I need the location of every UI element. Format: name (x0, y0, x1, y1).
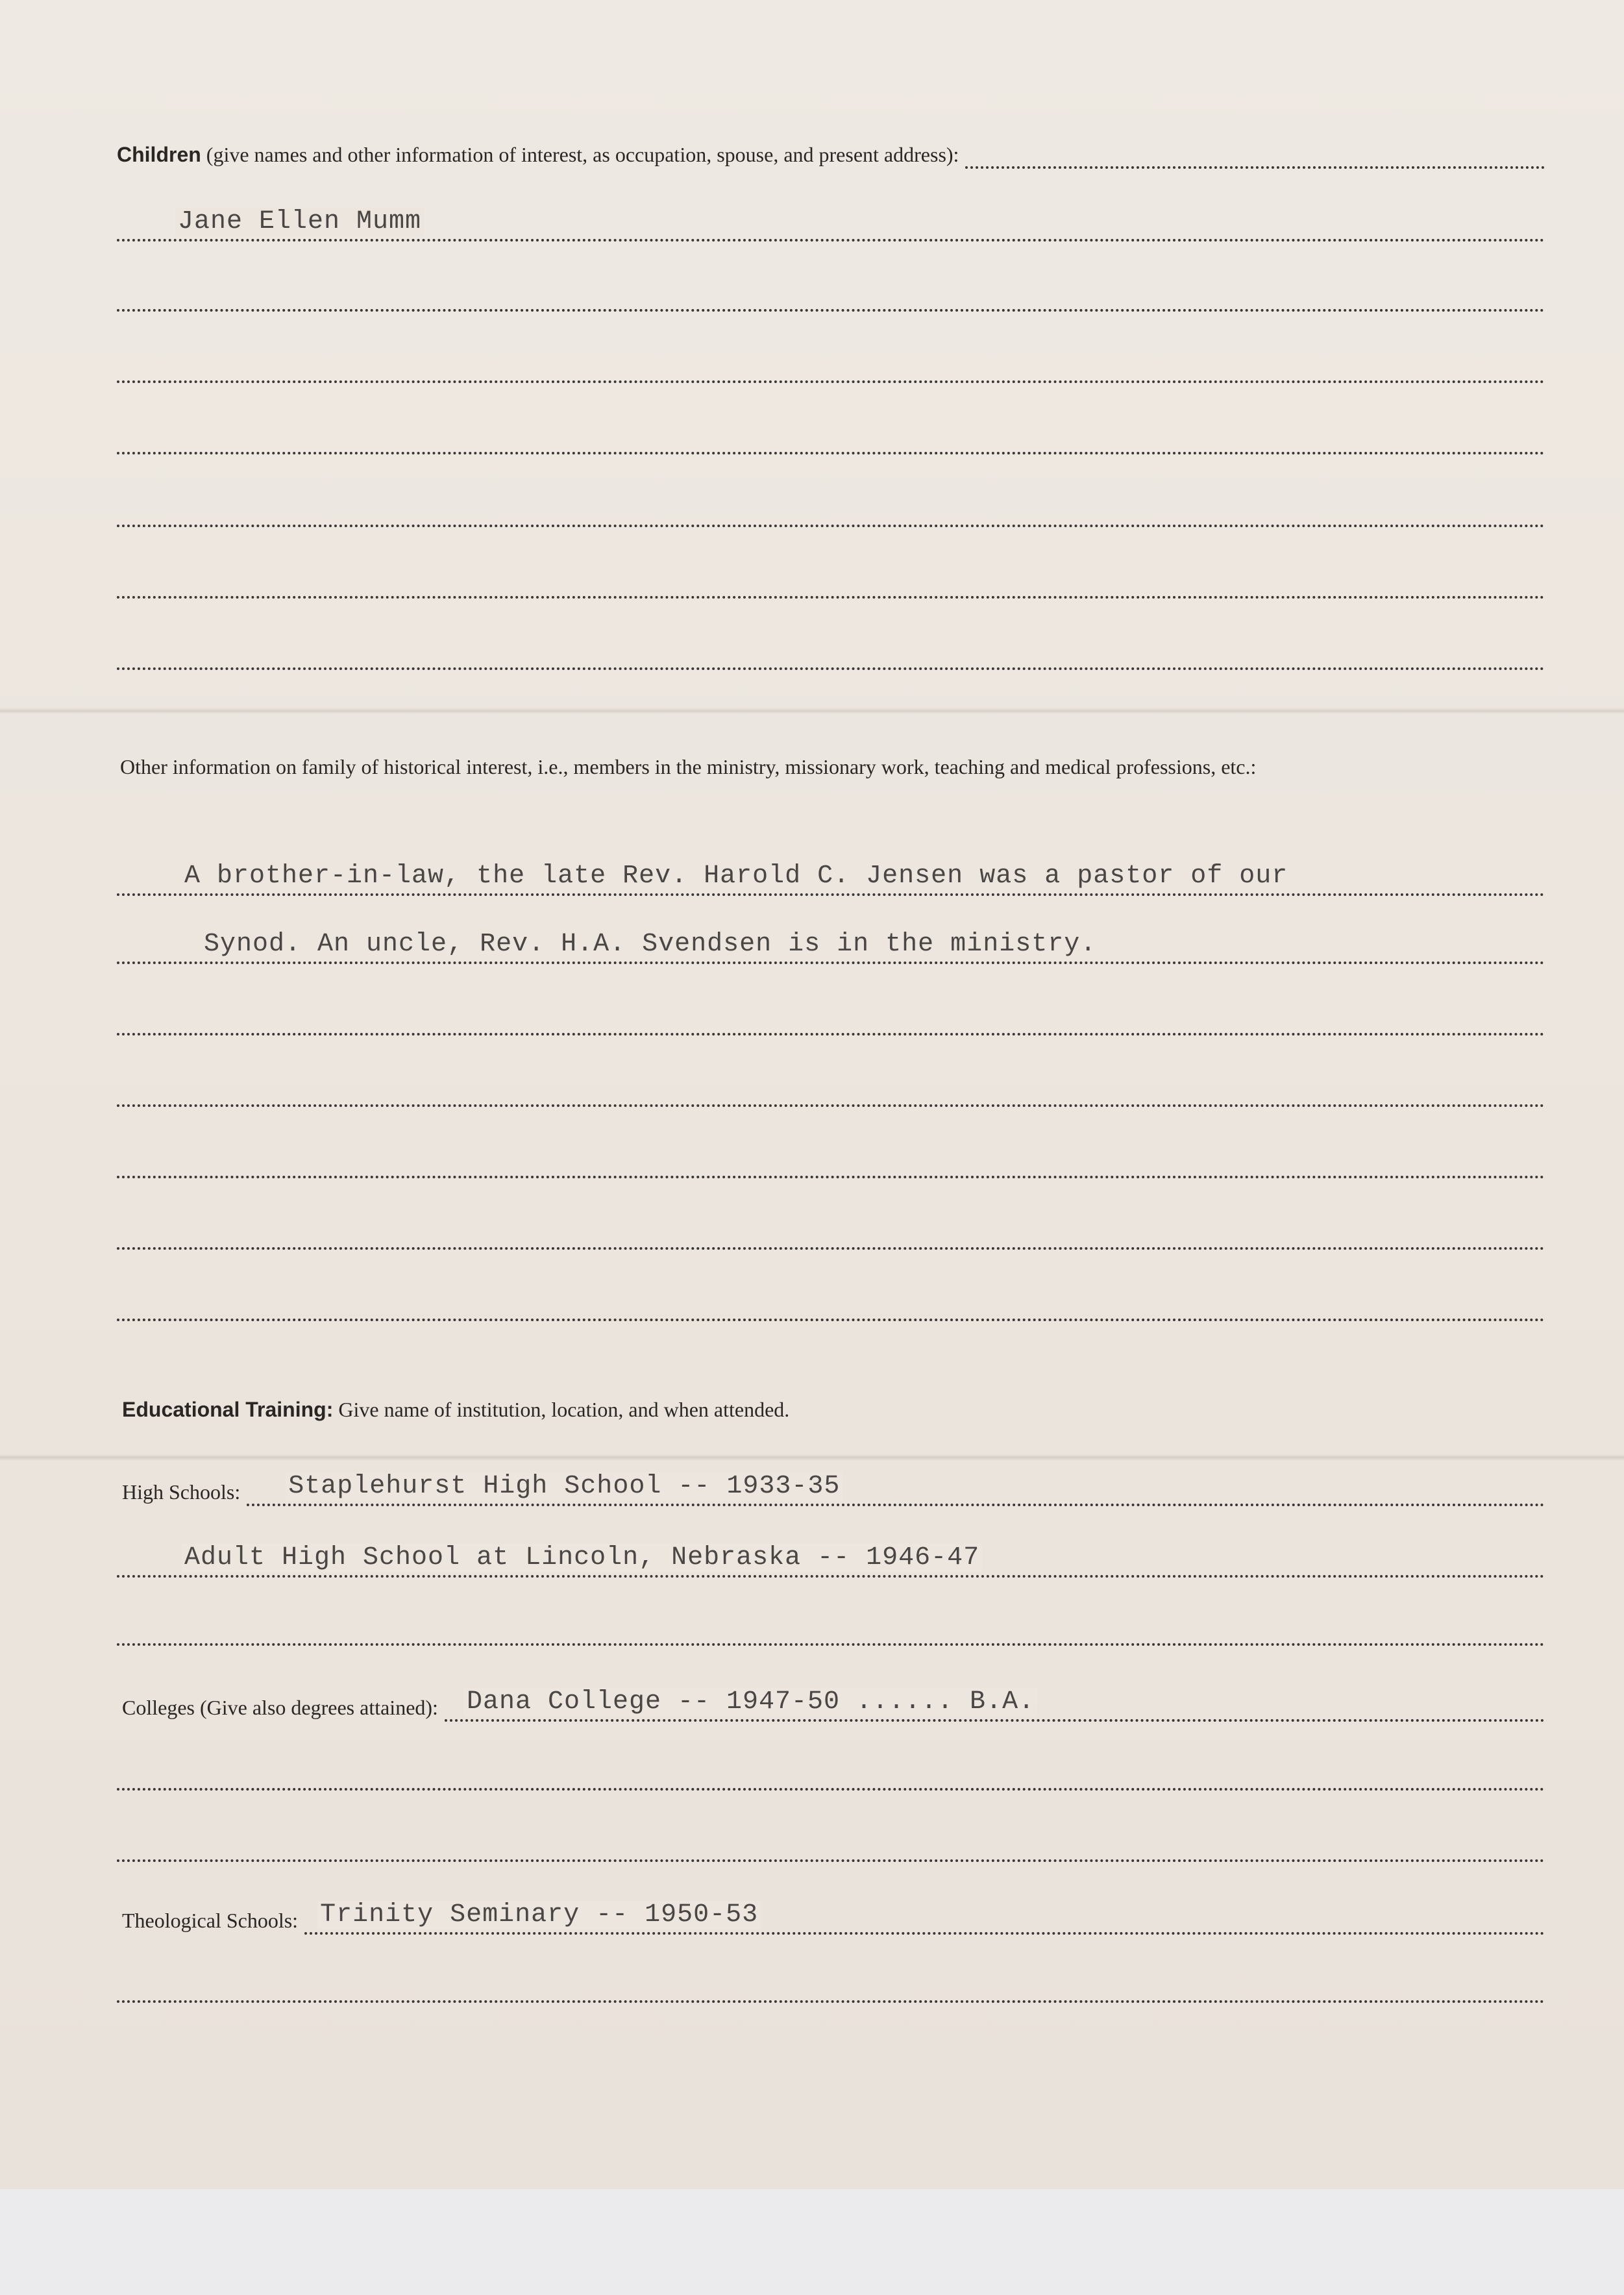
typed-entry: Jane Ellen Mumm (175, 208, 424, 236)
family-line-2[interactable] (117, 925, 1545, 964)
high-schools-line-2[interactable] (117, 1539, 1545, 1578)
family-line-6[interactable] (117, 1211, 1545, 1250)
high-schools-line-1[interactable] (122, 1467, 1545, 1506)
colleges-label: Colleges (Give also degrees attained): (122, 1696, 438, 1719)
theological-line-2[interactable] (117, 1964, 1545, 2003)
dotted-line[interactable] (117, 413, 1545, 454)
dotted-line[interactable] (965, 127, 1545, 169)
typed-entry: Staplehurst High School -- 1933-35 (286, 1472, 843, 1501)
education-heading-rest: Give name of institution, location, and when attended. (338, 1398, 790, 1421)
children-line-2[interactable] (117, 273, 1545, 312)
education-heading (122, 1389, 789, 1430)
dotted-line[interactable] (117, 1208, 1545, 1250)
family-line-5[interactable] (117, 1139, 1545, 1178)
high-schools-line-3[interactable] (117, 1607, 1545, 1646)
high-schools-label: High Schools: (122, 1480, 241, 1504)
typed-entry: Dana College -- 1947-50 ...... B.A. (464, 1688, 1037, 1717)
dotted-line[interactable] (247, 1465, 1545, 1506)
typed-entry: A brother-in-law, the late Rev. Harold C. Jensen was a pastor of our (182, 862, 1290, 891)
typed-entry: Synod. An uncle, Rev. H.A. Svendsen is in the ministry. (201, 930, 1099, 959)
paper-fold (0, 1454, 1624, 1461)
education-heading-bold: Educational Training: (122, 1398, 334, 1421)
dotted-line[interactable] (117, 1065, 1545, 1107)
family-line-3[interactable] (117, 997, 1545, 1036)
dotted-line[interactable] (117, 1604, 1545, 1646)
dotted-line[interactable] (117, 1961, 1545, 2003)
dotted-line[interactable] (304, 1893, 1545, 1935)
children-label (117, 144, 965, 169)
theological-label: Theological Schools: (122, 1909, 299, 1932)
family-line-7[interactable] (117, 1282, 1545, 1321)
colleges-line-3[interactable] (117, 1823, 1545, 1862)
dotted-line[interactable] (445, 1680, 1545, 1722)
children-line-4[interactable] (117, 416, 1545, 454)
dotted-line[interactable] (117, 341, 1545, 383)
dotted-line[interactable] (117, 1536, 1545, 1578)
children-label-bold: Children (117, 143, 201, 166)
dotted-line[interactable] (117, 557, 1545, 599)
colleges-line-2[interactable] (117, 1752, 1545, 1791)
family-label: Other information on family of historical interest, i.e., members in the ministry, missionary work, teaching and medical professions, etc.: (120, 755, 1257, 778)
dotted-line[interactable] (117, 854, 1545, 896)
children-line-7[interactable] (117, 631, 1545, 670)
dotted-line[interactable] (117, 270, 1545, 312)
dotted-line[interactable] (117, 200, 1545, 242)
colleges-line-1[interactable] (122, 1683, 1545, 1722)
dotted-line[interactable] (117, 628, 1545, 670)
family-line-1[interactable] (117, 857, 1545, 896)
dotted-line[interactable] (117, 1820, 1545, 1862)
dotted-line[interactable] (117, 1749, 1545, 1791)
paper-fold (0, 708, 1624, 714)
dotted-line[interactable] (117, 1280, 1545, 1321)
children-header-line (117, 130, 1545, 169)
children-label-rest: (give names and other information of interest, as occupation, spouse, and present address): (206, 143, 959, 166)
dotted-line[interactable] (117, 923, 1545, 964)
dotted-line[interactable] (117, 994, 1545, 1036)
typed-entry: Trinity Seminary -- 1950-53 (317, 1901, 761, 1929)
children-line-3[interactable] (117, 344, 1545, 383)
children-line-5[interactable] (117, 488, 1545, 527)
children-line-1[interactable] (117, 203, 1545, 242)
theological-line-1[interactable] (122, 1896, 1545, 1935)
dotted-line[interactable] (117, 1137, 1545, 1178)
typed-entry: Adult High School at Lincoln, Nebraska -- 1946-47 (182, 1544, 982, 1572)
family-line-4[interactable] (117, 1068, 1545, 1107)
children-line-6[interactable] (117, 560, 1545, 599)
dotted-line[interactable] (117, 486, 1545, 527)
